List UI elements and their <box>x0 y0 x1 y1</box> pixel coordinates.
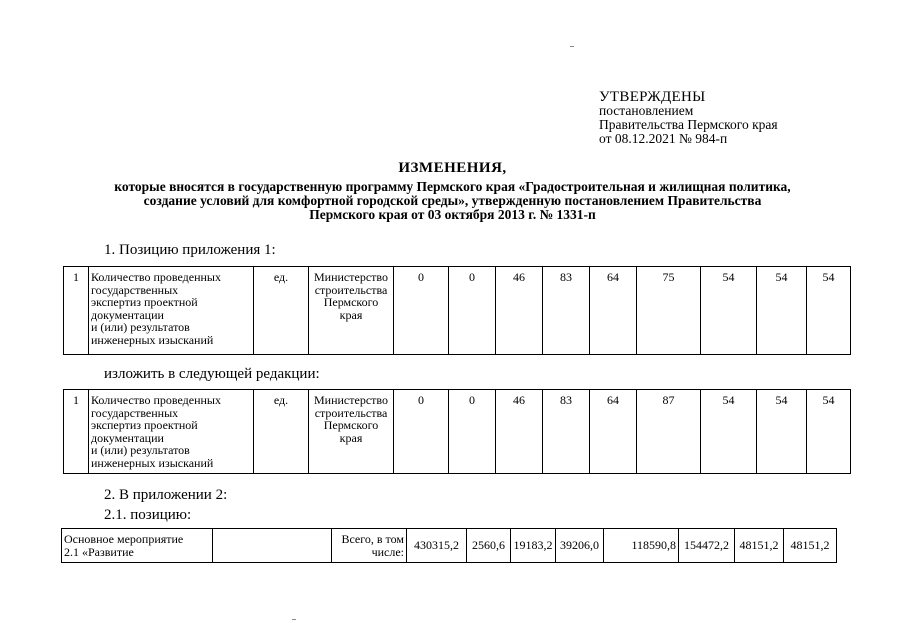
value-cell: 54 <box>757 390 807 474</box>
amount-cell: 430315,2 <box>407 529 467 563</box>
row-number: 1 <box>64 390 89 474</box>
value-cell: 64 <box>590 390 637 474</box>
ministry-cell: Министерство строительства Пермского края <box>309 267 394 355</box>
amount-cell: 2560,6 <box>467 529 511 563</box>
table-row <box>64 267 851 355</box>
value-cell: 75 <box>637 267 701 355</box>
section-2-heading: 2. В приложении 2: <box>104 487 228 503</box>
document-subtitle <box>0 180 905 222</box>
ministry-cell: Министерство строительства Пермского края <box>309 390 394 474</box>
value-cell: 0 <box>449 390 496 474</box>
subtitle-line: создание условий для комфортной городской среды», утвержденную постановлением Правительства <box>143 193 762 208</box>
table-new-position <box>63 389 851 474</box>
value-cell: 64 <box>590 267 637 355</box>
document-title: ИЗМЕНЕНИЯ, <box>398 160 507 176</box>
scan-mark <box>570 46 574 47</box>
value-cell: 46 <box>496 390 543 474</box>
total-label: Всего, в том числе: <box>332 529 407 563</box>
amount-cell: 19183,2 <box>511 529 556 563</box>
row-number: 1 <box>64 267 89 355</box>
approval-line: Правительства Пермского края <box>599 117 778 132</box>
value-cell: 0 <box>394 267 449 355</box>
table-appendix-2 <box>61 528 837 563</box>
section-2-1-heading: 2.1. позицию: <box>104 507 192 523</box>
section-1-heading: 1. Позицию приложения 1: <box>104 242 276 258</box>
subtitle-line: которые вносятся в государственную программу Пермского края «Градостроительная и жилищная политика, <box>114 179 791 194</box>
redaction-heading: изложить в следующей редакции: <box>104 366 320 382</box>
scan-mark <box>292 619 296 620</box>
amount-cell: 48151,2 <box>735 529 784 563</box>
approval-title: УТВЕРЖДЕНЫ <box>599 89 706 105</box>
value-cell: 54 <box>701 390 757 474</box>
approval-line: постановлением <box>599 103 694 118</box>
value-cell: 0 <box>449 267 496 355</box>
value-cell: 54 <box>807 267 851 355</box>
table-row <box>62 529 837 563</box>
value-cell: 87 <box>637 390 701 474</box>
value-cell: 54 <box>757 267 807 355</box>
indicator-name: Количество проведенных государственных экспертиз проектной документации и (или) результатов инженерных изысканий <box>89 390 254 474</box>
amount-cell: 48151,2 <box>784 529 837 563</box>
table-old-position <box>63 266 851 355</box>
amount-cell: 154472,2 <box>679 529 735 563</box>
value-cell: 54 <box>807 390 851 474</box>
value-cell: 83 <box>543 267 590 355</box>
value-cell: 0 <box>394 390 449 474</box>
value-cell: 46 <box>496 267 543 355</box>
amount-cell: 39206,0 <box>556 529 604 563</box>
amount-cell: 118590,8 <box>604 529 679 563</box>
subtitle-line: Пермского края от 03 октября 2013 г. № 1331-п <box>309 207 596 222</box>
value-cell: 83 <box>543 390 590 474</box>
unit-cell: ед. <box>254 390 309 474</box>
approval-stamp <box>599 90 778 146</box>
unit-cell: ед. <box>254 267 309 355</box>
table-row <box>64 390 851 474</box>
indicator-name: Количество проведенных государственных экспертиз проектной документации и (или) результатов инженерных изысканий <box>89 267 254 355</box>
empty-cell <box>213 529 332 563</box>
approval-date: от 08.12.2021 № 984-п <box>599 131 728 146</box>
value-cell: 54 <box>701 267 757 355</box>
measure-name: Основное мероприятие 2.1 «Развитие <box>62 529 213 563</box>
